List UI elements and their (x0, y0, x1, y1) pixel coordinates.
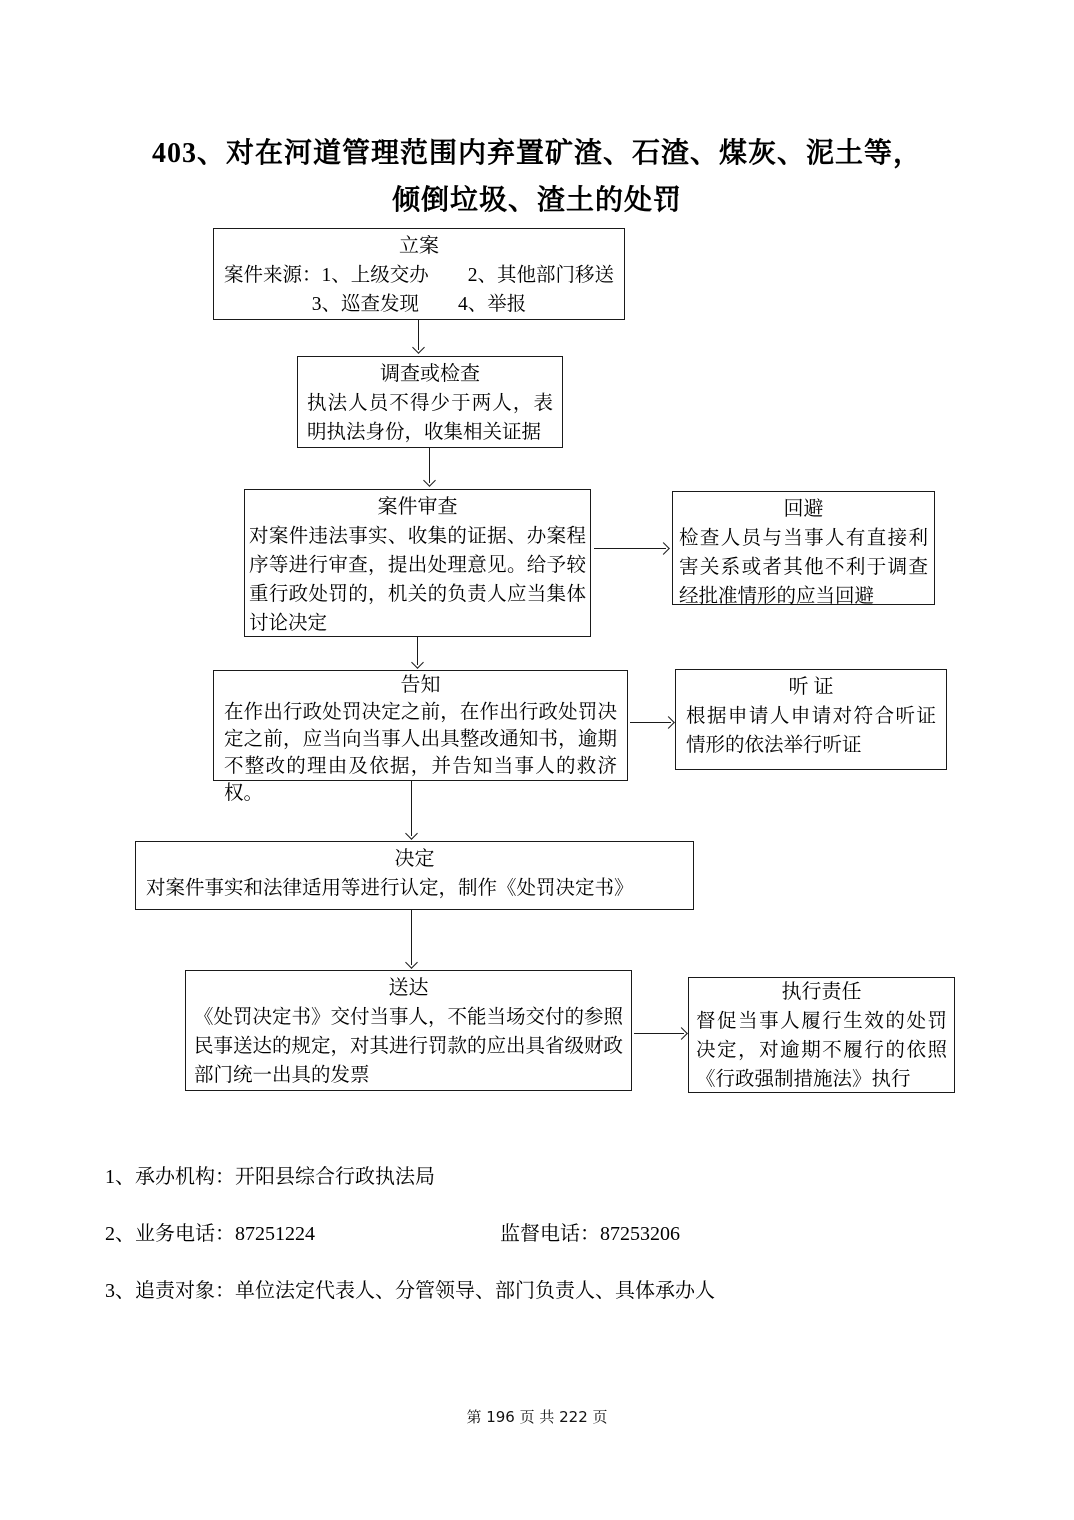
flow-box-hearing (675, 669, 947, 770)
flow-box-notification-body: 在作出行政处罚决定之前，在作出行政处罚决定之前，应当向当事人出具整改通知书，逾期不整改的理由及依据，并告知当事人的救济权。 (224, 702, 617, 804)
flow-box-case-review (244, 489, 591, 637)
arrow-case-review-to-recusal (594, 548, 666, 549)
flow-box-hearing-title: 听 证 (788, 676, 834, 698)
note-responsible-agency: 1、承办机构：开阳县综合行政执法局 (105, 1166, 435, 1188)
page-title (0, 130, 1074, 224)
arrow-filing-to-investigation (418, 320, 419, 350)
arrow-delivery-to-enforcement (634, 1033, 684, 1034)
page-title-line1: 403、对在河道管理范围内弃置矿渣、石渣、煤灰、泥土等， (151, 138, 922, 169)
flow-box-filing-sources-line2: 3、巡查发现 4、举报 (311, 294, 527, 315)
flow-box-recusal-title: 回避 (783, 498, 824, 520)
arrow-investigation-to-case-review (429, 448, 430, 483)
flow-box-decision (135, 841, 694, 910)
flow-box-recusal-body: 检查人员与当事人有直接利害关系或者其他不利于调查经批准情形的应当回避 (679, 528, 928, 607)
flow-box-delivery-body: 《处罚决定书》交付当事人，不能当场交付的参照民事送达的规定，对其进行罚款的应出具省级财政部门统一出具的发票 (194, 1007, 624, 1086)
flow-box-filing-sources-line1: 案件来源：1、上级交办 2、其他部门移送 (224, 265, 615, 286)
arrow-notification-to-decision (411, 781, 412, 836)
arrow-notification-to-hearing (630, 722, 671, 723)
note-accountability-targets: 3、追责对象：单位法定代表人、分管领导、部门负责人、具体承办人 (105, 1280, 715, 1302)
arrow-case-review-to-notification (417, 637, 418, 665)
page-title-line2: 倾倒垃圾、渣土的处罚 (391, 185, 682, 216)
note-business-phone: 2、业务电话：87251224 (105, 1223, 315, 1245)
flow-box-investigation-title: 调查或检查 (380, 363, 480, 385)
arrow-decision-to-delivery (411, 910, 412, 965)
flow-box-recusal (672, 491, 935, 605)
flow-box-investigation-body: 执法人员不得少于两人，表明执法身份，收集相关证据 (307, 393, 553, 443)
flow-box-delivery (185, 970, 632, 1091)
flow-box-hearing-body: 根据申请人申请对符合听证情形的依法举行听证 (686, 706, 936, 756)
flow-box-filing-title: 立案 (399, 235, 439, 257)
note-phones (105, 1221, 680, 1247)
flow-box-delivery-title: 送达 (388, 977, 429, 999)
flow-box-decision-body: 对案件事实和法律适用等进行认定，制作《处罚决定书》 (146, 878, 634, 899)
flow-box-filing (213, 228, 625, 320)
flow-box-enforcement-body: 督促当事人履行生效的处罚决定，对逾期不履行的依照《行政强制措施法》执行 (696, 1011, 947, 1090)
flow-box-case-review-title: 案件审查 (377, 496, 458, 518)
note-supervision-phone: 监督电话：87253206 (500, 1223, 680, 1245)
flow-box-decision-title: 决定 (394, 848, 435, 870)
flow-box-enforcement (688, 977, 955, 1093)
flow-box-enforcement-title: 执行责任 (781, 981, 862, 1003)
flow-box-notification-title: 告知 (400, 674, 441, 696)
flow-box-investigation (297, 356, 563, 448)
flow-box-case-review-body: 对案件违法事实、收集的证据、办案程序等进行审查，提出处理意见。给予较重行政处罚的，机关的负责人应当集体讨论决定 (249, 526, 586, 634)
page-number-indicator: 第 196 页 共 222 页 (466, 1408, 608, 1426)
flow-box-notification (213, 670, 628, 804)
